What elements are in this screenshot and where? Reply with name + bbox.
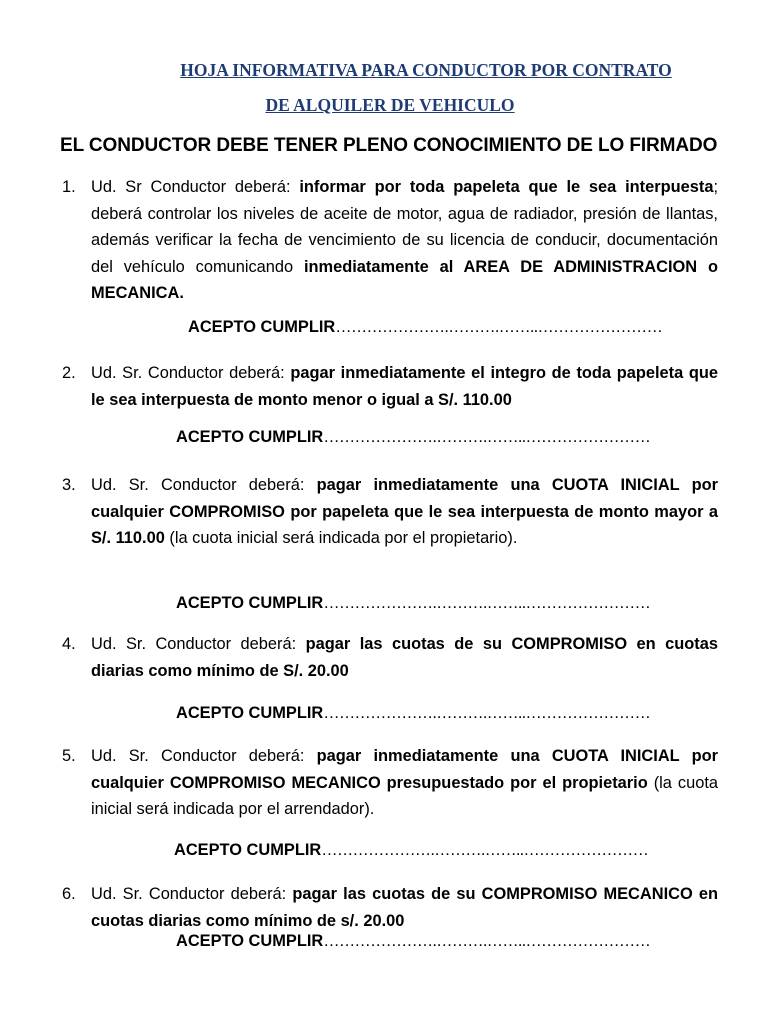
accept-label: ACEPTO CUMPLIR — [176, 704, 324, 722]
accept-line-6 — [176, 932, 650, 951]
list-item-4 — [62, 631, 718, 684]
text-run: Ud. Sr. Conductor deberá: — [91, 747, 317, 765]
signature-dots: ………………….……….……..…………………… — [323, 594, 651, 612]
accept-label: ACEPTO CUMPLIR — [174, 841, 322, 859]
signature-dots: ………………….……….……..…………………… — [323, 704, 651, 722]
item-number: 2. — [62, 364, 76, 382]
item-number: 1. — [62, 178, 76, 196]
item-text — [91, 472, 718, 552]
list-item-3 — [62, 472, 718, 552]
bold-text-run: pagar inmediatamente una CUOTA INICIAL por cualquier COMPROMISO MECANICO presupuestado por el propietario — [91, 747, 718, 792]
signature-dots: ………………….……….……..…………………… — [323, 932, 651, 950]
accept-line-3 — [176, 594, 650, 613]
item-text — [91, 743, 718, 823]
text-run: Ud. Sr. Conductor deberá: — [91, 885, 293, 903]
text-run: ; deberá controlar los niveles de aceite de motor, agua de radiador, presión de llantas, además verificar la fecha de vencimiento de su licencia de conducir, documentación del vehículo comunicando — [91, 178, 718, 276]
accept-label: ACEPTO CUMPLIR — [176, 594, 324, 612]
signature-dots: ………………….……….……..…………………… — [335, 318, 663, 336]
bold-text-run: informar por toda papeleta que le sea interpuesta — [299, 178, 714, 196]
document-title-line-1: HOJA INFORMATIVA PARA CONDUCTOR POR CONTRATO — [180, 60, 672, 80]
item-text — [91, 174, 718, 307]
accept-line-4 — [176, 704, 650, 723]
bold-text-run: pagar las cuotas de su COMPROMISO en cuotas diarias como mínimo de S/. 20.00 — [91, 635, 718, 680]
text-run: (la cuota inicial será indicada por el arrendador). — [91, 773, 718, 818]
bold-text-run: pagar inmediatamente una CUOTA INICIAL por cualquier COMPROMISO por papeleta que le sea interpuesta de monto mayor a S/. 110.00 — [91, 476, 718, 547]
accept-line-1 — [188, 318, 662, 337]
list-item-5 — [62, 743, 718, 823]
item-text — [91, 881, 718, 934]
item-number: 4. — [62, 635, 76, 653]
text-run: Ud. Sr Conductor deberá: — [91, 178, 300, 196]
list-item-1 — [62, 174, 718, 307]
item-number: 6. — [62, 885, 76, 903]
item-number: 5. — [62, 747, 76, 765]
bold-text-run: pagar las cuotas de su COMPROMISO MECANICO en cuotas diarias como mínimo de s/. 20.00 — [91, 885, 718, 930]
list-item-6 — [62, 881, 718, 934]
text-run: Ud. Sr. Conductor deberá: — [91, 364, 291, 382]
bold-text-run: inmediatamente al AREA DE ADMINISTRACION o MECANICA. — [91, 257, 718, 302]
item-number: 3. — [62, 476, 76, 494]
accept-label: ACEPTO CUMPLIR — [176, 428, 324, 446]
accept-label: ACEPTO CUMPLIR — [176, 932, 324, 950]
signature-dots: ………………….……….……..…………………… — [321, 841, 649, 859]
signature-dots: ………………….……….……..…………………… — [323, 428, 651, 446]
text-run: (la cuota inicial será indicada por el propietario). — [164, 529, 518, 547]
text-run: Ud. Sr. Conductor deberá: — [91, 635, 306, 653]
bold-text-run: pagar inmediatamente el integro de toda papeleta que le sea interpuesta de monto menor o igual a S/. 110.00 — [91, 364, 718, 409]
document-title-line-2: DE ALQUILER DE VEHICULO — [265, 95, 515, 115]
item-text — [91, 631, 718, 684]
accept-line-2 — [176, 428, 650, 447]
section-heading: EL CONDUCTOR DEBE TENER PLENO CONOCIMIENTO DE LO FIRMADO — [60, 135, 718, 156]
item-text — [91, 360, 718, 413]
list-item-2 — [62, 360, 718, 413]
accept-line-5 — [174, 841, 648, 860]
accept-label: ACEPTO CUMPLIR — [188, 318, 336, 336]
text-run: Ud. Sr. Conductor deberá: — [91, 476, 317, 494]
